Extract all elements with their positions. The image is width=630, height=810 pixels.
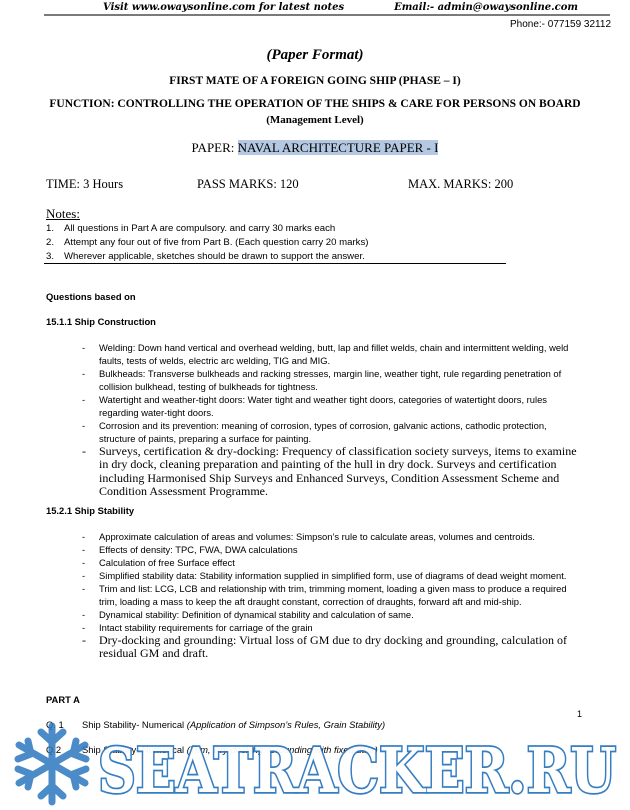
watermark-text: SEATRACKER.RU [98, 734, 616, 807]
snowflake-icon [18, 726, 86, 802]
list-item: - Surveys, certification & dry-docking: Frequency of classification society surveys, items to examine in dry dock, cleaning preparation and painting of the hull in dry dock. Surveys and certification including Harmonised Ship Surveys and Enhanced Surveys, Condition Assessment Scheme and Condition Assessment Programme. [82, 445, 582, 498]
header-divider [44, 14, 610, 16]
part-a-heading: PART A [46, 694, 80, 705]
question-1: Q. 1 Ship Stability- Numerical (Application of Simpson’s Rules, Grain Stability) [46, 719, 386, 730]
section-heading-ship-stability: 15.2.1 Ship Stability [46, 505, 135, 516]
max-marks-label: MAX. MARKS: 200 [408, 177, 514, 191]
list-item: - Intact stability requirements for carriage of the grain [82, 621, 582, 634]
header-visit-text: Visit www.owaysonline.com for latest notes [103, 2, 345, 13]
page-number: 1 [577, 709, 583, 719]
list-item: - Corrosion and its prevention: meaning of corrosion, types of corrosion, galvanic actions, cathodic protection, structure of paints, preparing a surface for painting. [82, 419, 582, 445]
list-item: - Dynamical stability: Definition of dynamical stability and calculation of same. [82, 608, 582, 621]
paper-format-title: (Paper Format) [266, 47, 364, 63]
notes-heading: Notes: [46, 206, 80, 221]
questions-based-on-heading: Questions based on [46, 291, 136, 302]
header-email-text: Email:- admin@owaysonline.com [394, 2, 578, 13]
header-phone-text: Phone:- 077159 32112 [509, 19, 611, 30]
seatracker-watermark [0, 716, 630, 810]
page-header [0, 0, 630, 38]
notes-divider [44, 263, 506, 264]
list-item: - Dry-docking and grounding: Virtual loss of GM due to dry docking and grounding, calculation of residual GM and draft. [82, 634, 582, 661]
paper-prefix: PAPER: [191, 140, 238, 155]
function-title: FUNCTION: CONTROLLING THE OPERATION OF THE SHIPS & CARE FOR PERSONS ON BOARD [49, 98, 581, 110]
list-item: - Watertight and weather-tight doors: Water tight and weather tight doors, categories of watertight doors, rules regarding water-tight doors. [82, 393, 582, 419]
list-item: - Trim and list: LCG, LCB and relationship with trim, trimming moment, loading a given mass to produce a required trim, loading a mass to keep the aft draught constant, correction of draughts, forward aft and mid-ship. [82, 582, 582, 608]
note-item: 2. Attempt any four out of five from Part B. (Each question carry 20 marks) [46, 237, 369, 248]
ship-construction-list [82, 341, 582, 498]
ship-stability-list [82, 530, 582, 661]
list-item: - Simplified stability data: Stability information supplied in simplified form, use of diagrams of dead weight moment. [82, 569, 582, 582]
list-item: - Calculation of free Surface effect [82, 556, 582, 569]
exam-title: FIRST MATE OF A FOREIGN GOING SHIP (PHASE – I) [169, 75, 461, 87]
list-item: - Approximate calculation of areas and volumes: Simpson’s rule to calculate areas, volumes and centroids. [82, 530, 582, 543]
paper-title [0, 140, 630, 156]
level-title: (Management Level) [266, 114, 364, 126]
paper-name-highlight: NAVAL ARCHITECTURE PAPER - I [237, 140, 439, 155]
section-heading-ship-construction: 15.1.1 Ship Construction [46, 316, 156, 327]
note-item: 1. All questions in Part A are compulsory. and carry 30 marks each [46, 223, 336, 234]
question-2: Q.2 Ship Stability- Numerical (Trim, Dry-docking, Grounding with fixed data) [46, 744, 378, 755]
list-item: - Bulkheads: Transverse bulkheads and racking stresses, margin line, weather tight, rule regarding penetration of collision bulkhead, testing of bulkheads for tightness. [82, 367, 582, 393]
list-item: - Effects of density: TPC, FWA, DWA calculations [82, 543, 582, 556]
list-item: - Welding: Down hand vertical and overhead welding, butt, lap and fillet welds, chain and intermittent welding, weld faults, tests of welds, electric arc welding, TIG and MIG. [82, 341, 582, 367]
notes-list [46, 222, 516, 264]
note-item: 3. Wherever applicable, sketches should be drawn to support the answer. [46, 251, 365, 262]
time-label: TIME: 3 Hours [46, 177, 124, 191]
pass-marks-label: PASS MARKS: 120 [197, 177, 299, 191]
